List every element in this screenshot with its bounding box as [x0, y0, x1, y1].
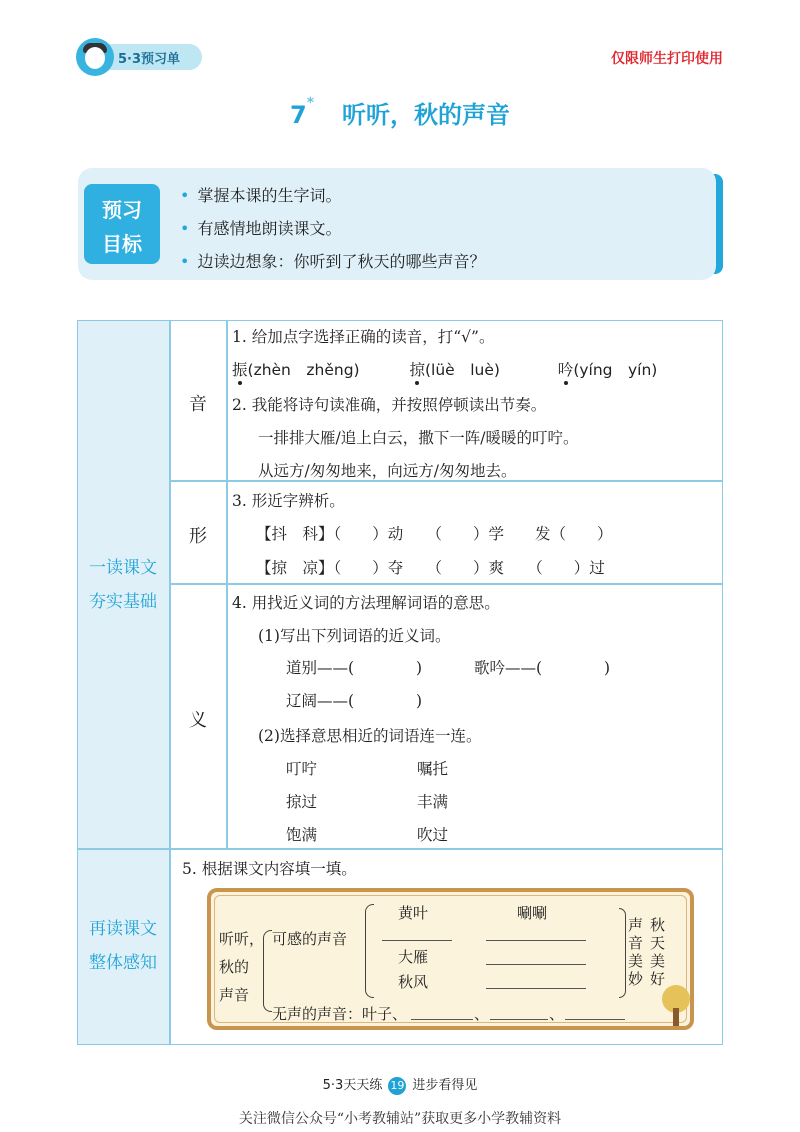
scroll-left-text: 听听，	[219, 930, 265, 948]
question-3: 3. 形近字辨析。	[232, 492, 345, 510]
lesson-star: *	[306, 95, 315, 111]
page-number: 19	[388, 1077, 406, 1095]
separator: 、	[474, 1005, 490, 1023]
sound-source: 黄叶	[398, 904, 429, 922]
question-2: 2. 我能将诗句读准确，并按照停顿读出节奏。	[232, 396, 547, 414]
objective-item: • 有感情地朗读课文。	[180, 219, 342, 238]
objective-item: • 掌握本课的生字词。	[180, 186, 342, 205]
match-right-word: 嘱托	[417, 760, 449, 778]
lesson-number: 7	[289, 101, 307, 129]
match-left-word: 掠过	[286, 793, 318, 811]
sound-source: 秋风	[398, 973, 429, 991]
conclusion-column-2: 秋天美好	[650, 916, 666, 988]
answer-blank	[486, 940, 586, 941]
objective-item: • 边读边想象：你听到了秋天的哪些声音？	[180, 252, 486, 271]
table-divider	[169, 321, 171, 1044]
question-5: 5. 根据课文内容填一填。	[182, 860, 357, 878]
inner-brace	[365, 904, 374, 998]
answer-blank	[382, 940, 452, 941]
answer-blank	[490, 1019, 548, 1020]
silent-sounds-label: 无声的声音：叶子、	[272, 1005, 408, 1023]
conclusion-column-1: 声音美妙	[628, 916, 644, 988]
section2-label: 再读课文 整体感知	[89, 919, 157, 973]
footer-right: 进步看得见	[412, 1078, 478, 1093]
answer-blank	[486, 988, 586, 989]
audible-sounds-label: 可感的声音	[272, 930, 348, 948]
separator: 、	[549, 1005, 565, 1023]
question-1: 1. 给加点字选择正确的读音，打“√”。	[232, 328, 495, 346]
print-restriction: 仅限师生打印使用	[611, 51, 723, 67]
question-4: 4. 用找近义词的方法理解词语的意思。	[232, 594, 500, 612]
similar-chars-row-1: 【抖 科】（ ）动 （ ）学 发（ ）	[256, 525, 613, 543]
scroll-left-text: 秋的	[219, 958, 250, 976]
page-title	[0, 95, 800, 130]
boy-avatar-icon	[76, 38, 114, 76]
match-right-word: 吹过	[417, 826, 449, 844]
scroll-left-text: 声音	[219, 986, 250, 1004]
sound-word: 唰唰	[517, 904, 548, 922]
objectives-tag-line1: 预习	[84, 194, 160, 223]
lesson-title: 听听，秋的声音	[342, 101, 511, 129]
category-yi: 义	[189, 710, 207, 731]
answer-blank	[486, 964, 586, 965]
footer-notice: 关注微信公众号“小考教辅站”获取更多小学教辅资料	[238, 1111, 562, 1127]
answer-blank	[565, 1019, 625, 1020]
bullet-icon: •	[180, 186, 190, 205]
poem-line-2: 从远方/匆匆地来，向远方/匆匆地去。	[258, 462, 517, 480]
series-label: 5·3预习单	[118, 52, 181, 67]
objectives-tag-line2: 目标	[102, 232, 142, 256]
tree-trunk-icon	[673, 1008, 679, 1026]
outer-brace	[263, 930, 272, 1012]
answer-blank	[411, 1019, 473, 1020]
category-xing: 形	[189, 526, 207, 547]
table-divider	[77, 848, 722, 850]
bullet-icon: •	[180, 252, 190, 271]
pronunciation-options: 振(zhèn zhěng) 掠(lüè luè) 吟(yíng yín)	[232, 361, 658, 379]
match-right-word: 丰满	[417, 793, 449, 811]
footer-left: 5·3天天练	[322, 1078, 383, 1093]
match-left-word: 饱满	[286, 826, 318, 844]
objectives-tag	[84, 184, 160, 264]
section1-label: 一读课文 夯实基础	[89, 558, 157, 612]
poem-line-1: 一排排大雁/追上白云，撒下一阵/暖暖的叮咛。	[258, 429, 579, 447]
category-yin: 音	[189, 394, 207, 415]
match-left-word: 叮咛	[286, 760, 318, 778]
bullet-icon: •	[180, 219, 190, 238]
table-divider	[226, 321, 228, 848]
sound-source: 大雁	[398, 948, 429, 966]
table-divider	[169, 583, 722, 585]
synonym-blank: 道别——( )	[286, 659, 423, 677]
subquestion-1: (1)写出下列词语的近义词。	[258, 627, 451, 645]
similar-chars-row-2: 【掠 凉】（ ）夺 （ ）爽 （ ）过	[256, 559, 605, 577]
synonym-blank: 辽阔——( )	[286, 692, 423, 710]
footer-line	[0, 1074, 800, 1095]
synonym-blank: 歌吟——( )	[474, 659, 611, 677]
subquestion-2: (2)选择意思相近的词语连一连。	[258, 727, 482, 745]
right-brace	[619, 908, 626, 998]
